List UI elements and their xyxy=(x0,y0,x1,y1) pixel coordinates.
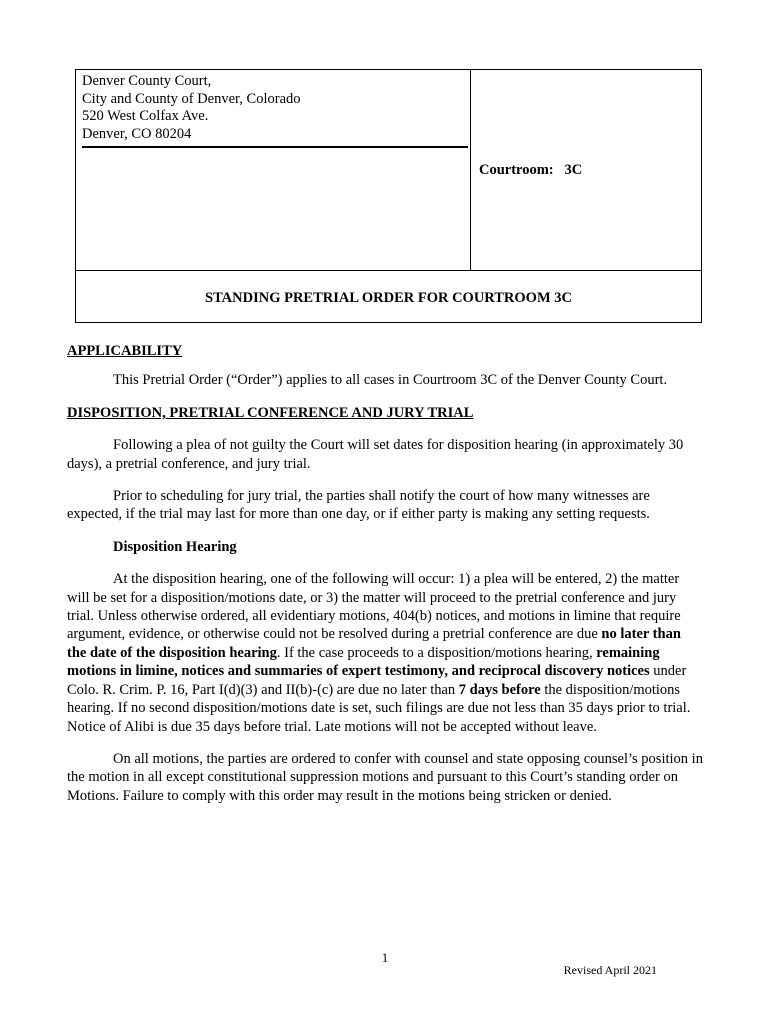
dh-text-e: under Colo. R. Crim. P. 16, Part I(d)(3) and II(b)-(c) are due no later than xyxy=(67,663,687,698)
applicability-heading: APPLICABILITY xyxy=(67,343,183,359)
dh-text-a: At the disposition hearing, one of the following will occur: 1) a plea will be entered, 2) the matter will be set for a disposition/motions date, or 3) the matter will proceed to the pretrial conference and jury trial. Unless otherwise ordered, all evidentiary motions, 404(b) notices, and motions in limine that require argument, evidence, or otherwise could not be resolved during a pretrial conference are due xyxy=(67,571,681,643)
caption-left-cell xyxy=(76,70,471,270)
page-number: 1 xyxy=(381,950,389,965)
court-city: Denver, CO 80204 xyxy=(82,125,192,142)
disposition-hearing-para-2: On all motions, the parties are ordered to confer with counsel and state opposing counsel’s position in the motion in all except constitutional suppression motions and pursuant to this Court’s standing order on Motions. Failure to comply with this order may result in the motions being stricken or denied. xyxy=(67,750,703,804)
disposition-para-1: Following a plea of not guilty the Court will set dates for disposition hearing (in approximately 30 days), a pretrial conference, and jury trial. xyxy=(67,437,684,472)
dh-text-g: the disposition/motions hearing. If no second disposition/motions date is set, such filings are due not less than 35 days prior to trial. Notice of Alibi is due 35 days before trial. Late motions will not be accepted without leave. xyxy=(67,681,691,735)
dh-text-c: . If the case proceeds to a disposition/motions hearing, xyxy=(276,644,597,661)
court-name: Denver County Court, xyxy=(82,73,212,89)
order-title: STANDING PRETRIAL ORDER FOR COURTROOM 3C xyxy=(205,290,572,306)
disposition-hearing-para-1 xyxy=(67,570,703,736)
applicability-text: This Pretrial Order (“Order”) applies to all cases in Courtroom 3C of the Denver County Court. xyxy=(113,372,668,389)
dh-bold-7-days: 7 days before xyxy=(458,681,541,698)
disposition-heading: DISPOSITION, PRETRIAL CONFERENCE AND JURY TRIAL xyxy=(67,404,474,421)
dh-bold-remaining-motions: remaining motions in limine, notices and summaries of expert testimony, and reciprocal discovery notices xyxy=(67,644,660,680)
disposition-hearing-subheading: Disposition Hearing xyxy=(113,538,237,555)
revision-date: Revised April 2021 xyxy=(563,963,657,977)
court-address-block xyxy=(82,73,468,148)
order-body xyxy=(67,342,703,805)
court-jurisdiction: City and County of Denver, Colorado xyxy=(82,90,301,107)
disposition-para-2: Prior to scheduling for jury trial, the parties shall notify the court of how many witnesses are expected, if the trial may last for more than one day, or if either party is making any setting requests. xyxy=(67,488,650,523)
court-street: 520 West Colfax Ave. xyxy=(82,108,209,124)
case-caption-box xyxy=(75,69,702,323)
caption-divider xyxy=(76,270,701,271)
courtroom-label: Courtroom: 3C xyxy=(479,162,583,178)
dh-bold-deadline: no later than the date of the disposition hearing xyxy=(67,626,681,661)
